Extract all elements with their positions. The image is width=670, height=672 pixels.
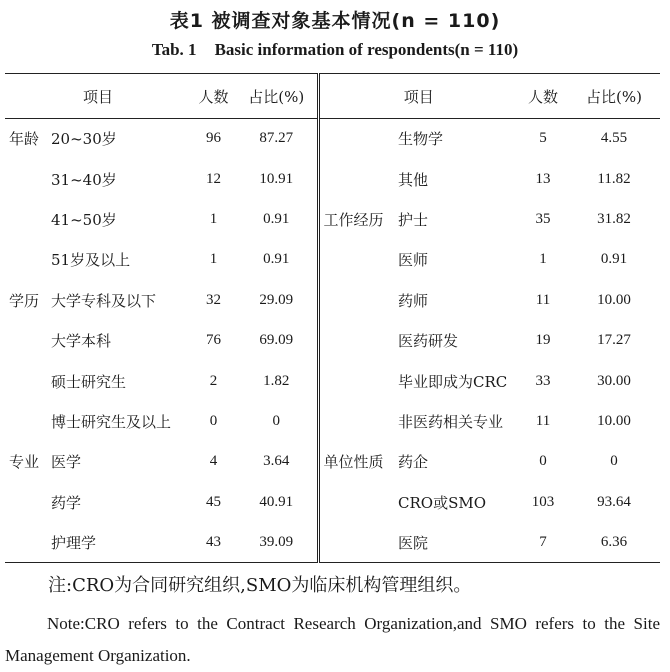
header-item-left: 项目: [5, 74, 191, 119]
count-left: 96: [206, 130, 222, 147]
category-right: [318, 119, 398, 159]
category-left: [5, 199, 51, 239]
percent-right: 30.00: [597, 372, 631, 389]
count-right: 5: [539, 130, 547, 147]
table-title-english: [0, 40, 670, 60]
item-right: 药师: [398, 291, 429, 310]
table-row: [5, 119, 660, 159]
footnote-chinese: 注:CRO为合同研究组织,SMO为临床机构管理组织。: [48, 575, 472, 596]
percent-left: 10.91: [259, 170, 294, 187]
item-left: 51岁及以上: [51, 251, 131, 270]
percent-left: 87.27: [259, 130, 294, 147]
percent-left: 0: [272, 412, 281, 429]
table-row: [5, 240, 660, 280]
respondents-table: [5, 73, 660, 563]
category-right: 单位性质: [318, 442, 398, 482]
item-left: 41~50岁: [51, 210, 117, 229]
item-right: 药企: [398, 453, 429, 472]
percent-right: 10.00: [597, 412, 631, 429]
table-row: [5, 522, 660, 562]
category-left: [5, 522, 51, 562]
table-row: [5, 280, 660, 320]
count-right: 11: [535, 412, 551, 429]
table-row: [5, 482, 660, 522]
item-left: 大学本科: [51, 332, 112, 351]
footnote-english: Note:CRO refers to the Contract Research Organization,and SMO refers to the Site Management Organization.: [5, 614, 660, 665]
percent-right: 10.00: [597, 291, 631, 308]
category-right: 工作经历: [318, 199, 398, 239]
item-left: 博士研究生及以上: [51, 412, 172, 431]
item-right: 医药研发: [398, 332, 459, 351]
item-right: CRO或SMO: [398, 493, 487, 512]
table-label: Tab. 1: [151, 40, 197, 59]
item-left: 20~30岁: [51, 130, 117, 149]
count-left: 43: [191, 522, 236, 562]
percent-right: 4.55: [600, 130, 628, 147]
header-item-right: 项目: [318, 74, 518, 119]
category-right: [318, 401, 398, 441]
count-right: 35: [535, 210, 551, 227]
count-left: 76: [206, 332, 222, 349]
percent-left: 3.64: [263, 453, 290, 470]
percent-left: 29.09: [259, 291, 294, 308]
header-percent-left: 占比(%): [236, 74, 318, 119]
percent-left: 69.09: [259, 332, 294, 349]
count-right: 13: [535, 170, 551, 187]
percent-left: 39.09: [236, 522, 318, 562]
item-right: 医院: [398, 522, 518, 562]
category-right: [318, 320, 398, 360]
table-row: [5, 159, 660, 199]
count-right: 11: [535, 291, 551, 308]
count-right: 103: [531, 493, 555, 510]
item-left: 护理学: [51, 522, 191, 562]
percent-left: 0.91: [263, 210, 290, 227]
percent-left: 40.91: [259, 493, 294, 510]
category-right: [318, 522, 398, 562]
percent-right: 17.27: [597, 332, 631, 349]
table-caption-english: Basic information of respondents(n = 110): [214, 40, 519, 59]
count-right: 0: [539, 453, 547, 470]
header-count-left: 人数: [191, 74, 236, 119]
item-right: 医师: [398, 251, 429, 270]
percent-left: 0.91: [263, 251, 290, 268]
count-right: 7: [518, 522, 568, 562]
item-left: 大学专科及以下: [51, 291, 157, 310]
category-left: 年龄: [9, 130, 40, 149]
count-left: 32: [206, 291, 222, 308]
count-left: 0: [209, 412, 218, 429]
item-right: 其他: [398, 170, 429, 189]
percent-right: 31.82: [597, 210, 631, 227]
count-left: 1: [209, 251, 218, 268]
category-right: [318, 159, 398, 199]
count-left: 1: [209, 210, 218, 227]
item-right: 护士: [398, 210, 429, 229]
category-right: [318, 240, 398, 280]
table-row: [5, 401, 660, 441]
item-left: 31~40岁: [51, 170, 117, 189]
category-right: [318, 482, 398, 522]
percent-right: 0.91: [600, 251, 628, 268]
category-left: [5, 482, 51, 522]
category-right: [318, 280, 398, 320]
category-left: [5, 401, 51, 441]
count-left: 12: [206, 170, 222, 187]
count-right: 19: [535, 332, 551, 349]
category-left: 学历: [9, 291, 40, 310]
category-left: [5, 361, 51, 401]
category-left: [5, 240, 51, 280]
percent-left: 1.82: [263, 372, 290, 389]
percent-right: 93.64: [597, 493, 631, 510]
table-row: [5, 361, 660, 401]
category-left: 专业: [9, 453, 40, 472]
table-header-row: [5, 74, 660, 119]
category-right: [318, 361, 398, 401]
percent-right: 0: [610, 453, 618, 470]
item-right: 生物学: [398, 130, 444, 149]
item-right: 毕业即成为CRC: [398, 372, 508, 391]
count-right: 1: [539, 251, 547, 268]
table-row: [5, 442, 660, 482]
item-left: 硕士研究生: [51, 372, 127, 391]
table-title-chinese: 表1 被调查对象基本情况(n = 110): [169, 10, 501, 32]
table-body: [5, 119, 660, 563]
count-left: 4: [209, 453, 218, 470]
item-left: 医学: [51, 453, 82, 472]
count-left: 45: [206, 493, 222, 510]
table-row: [5, 320, 660, 360]
table-row: [5, 199, 660, 239]
item-left: 药学: [51, 493, 82, 512]
count-left: 2: [209, 372, 218, 389]
percent-right: 11.82: [597, 170, 631, 187]
percent-right: 6.36: [568, 522, 660, 562]
category-left: [5, 159, 51, 199]
item-right: 非医药相关专业: [398, 412, 504, 431]
category-left: [5, 320, 51, 360]
header-percent-right: 占比(%): [568, 74, 660, 119]
header-count-right: 人数: [518, 74, 568, 119]
count-right: 33: [535, 372, 551, 389]
